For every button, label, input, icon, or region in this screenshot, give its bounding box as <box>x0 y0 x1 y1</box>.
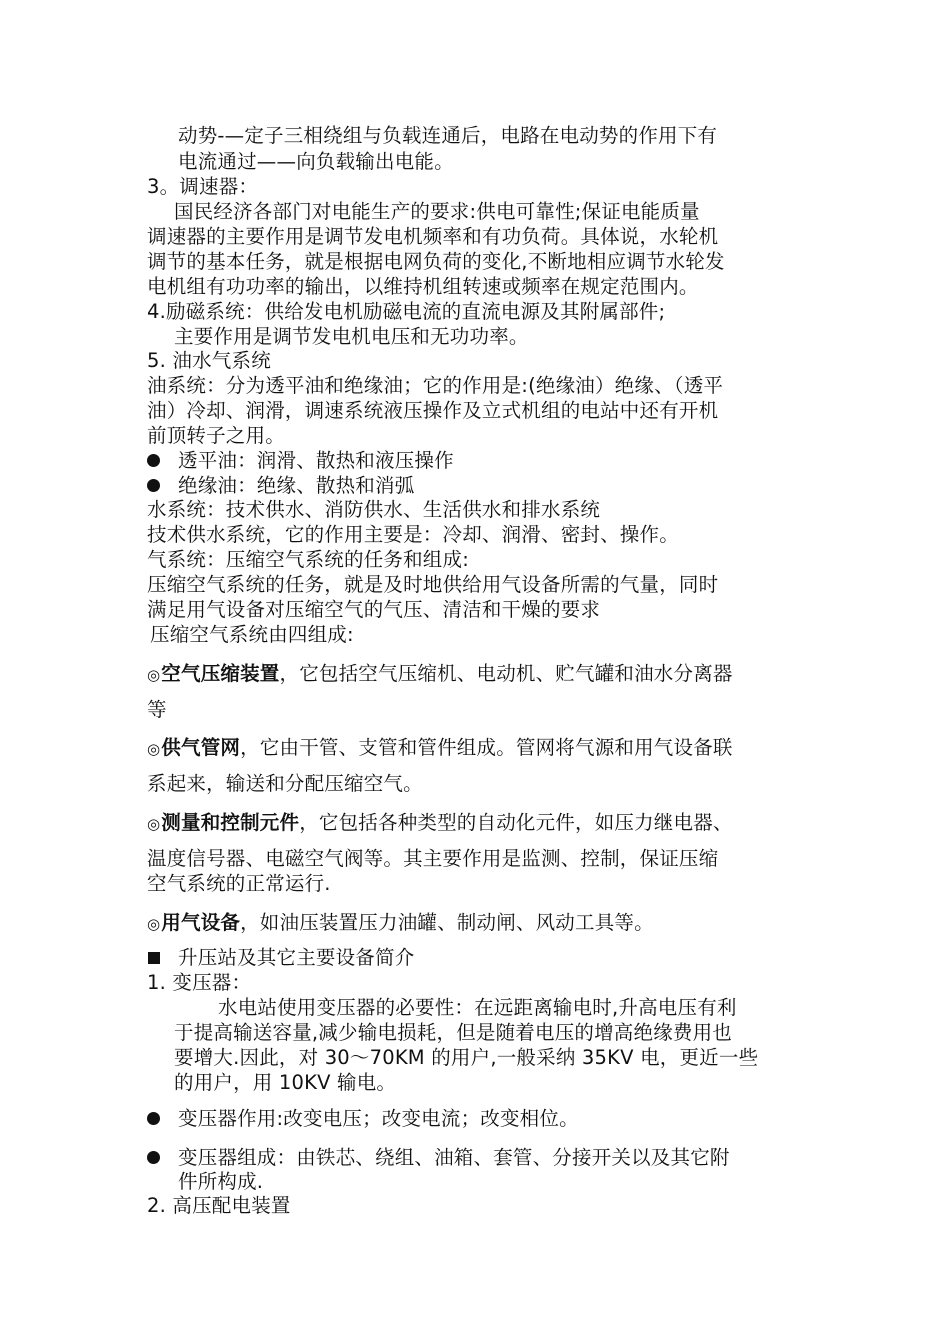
text-line: 国民经济各部门对电能生产的要求:供电可靠性;保证电能质量 <box>174 200 700 223</box>
bullet-icon <box>147 1112 160 1125</box>
text-line: 满足用气设备对压缩空气的气压、清洁和干燥的要求 <box>147 598 601 621</box>
text-line: 前顶转子之用。 <box>147 424 285 447</box>
section-heading: 2. 高压配电装置 <box>147 1194 291 1217</box>
bullet-icon <box>147 454 160 467</box>
text-line: 技术供水系统，它的作用主要是：冷却、润滑、密封、操作。 <box>147 523 679 546</box>
text-line: 调节的基本任务，就是根据电网负荷的变化,不断地相应调节水轮发 <box>147 250 725 273</box>
text-line: 温度信号器、电磁空气阀等。其主要作用是监测、控制，保证压缩 <box>147 847 719 870</box>
text-line: 等 <box>147 698 167 721</box>
list-item: 变压器组成：由铁芯、绕组、油箱、套管、分接开关以及其它附 <box>178 1146 730 1169</box>
circle-mark-icon: ◎ <box>147 815 161 833</box>
text-line: 气系统：压缩空气系统的任务和组成: <box>147 548 469 571</box>
text-line: 压缩空气系统的任务，就是及时地供给用气设备所需的气量，同时 <box>147 573 719 596</box>
square-bullet-icon <box>148 952 160 964</box>
item-title: 测量和控制元件 <box>161 811 300 834</box>
list-item <box>147 810 733 837</box>
text-line: 件所构成. <box>178 1170 264 1193</box>
item-title: 供气管网 <box>161 736 241 759</box>
list-item <box>147 661 733 688</box>
text-line: 要增大.因此，对 30～70KM 的用户,一般采纳 35KV 电，更近一些 <box>174 1046 759 1069</box>
text-line: 空气系统的正常运行. <box>147 872 331 895</box>
circle-mark-icon: ◎ <box>147 666 161 684</box>
item-text: ，它包括各种类型的自动化元件，如压力继电器、 <box>299 811 733 834</box>
text-line: 水系统：技术供水、消防供水、生活供水和排水系统 <box>147 498 601 521</box>
text-line: 主要作用是调节发电机电压和无功功率。 <box>174 325 529 348</box>
text-line: 油系统：分为透平油和绝缘油；它的作用是:(绝缘油）绝缘、（透平 <box>147 374 724 397</box>
text-line: 油）冷却、润滑，调速系统液压操作及立式机组的电站中还有开机 <box>147 399 719 422</box>
list-item <box>147 910 654 937</box>
text-line: 的用户，用 10KV 输电。 <box>174 1071 397 1094</box>
section-heading: 升压站及其它主要设备简介 <box>178 946 415 969</box>
text-line: 电机组有功功率的输出，以维持机组转速或频率在规定范围内。 <box>147 275 699 298</box>
text-line: 水电站使用变压器的必要性：在远距离输电时,升高电压有利 <box>218 996 737 1019</box>
text-line: 动势-—定子三相绕组与负载连通后，电路在电动势的作用下有 <box>178 124 718 147</box>
text-line: 电流通过——向负载输出电能。 <box>178 150 454 173</box>
circle-mark-icon: ◎ <box>147 915 161 933</box>
bullet-icon <box>147 479 160 492</box>
section-heading: 1. 变压器： <box>147 971 252 994</box>
text-line: 系起来，输送和分配压缩空气。 <box>147 772 423 795</box>
item-text: ，它包括空气压缩机、电动机、贮气罐和油水分离器 <box>279 662 733 685</box>
item-title: 用气设备 <box>161 911 241 934</box>
item-text: ，如油压装置压力油罐、制动闸、风动工具等。 <box>240 911 654 934</box>
bullet-icon <box>147 1151 160 1164</box>
text-line: 于提高输送容量,减少输电损耗，但是随着电压的增高绝缘费用也 <box>174 1021 732 1044</box>
item-text: ，它由干管、支管和管件组成。管网将气源和用气设备联 <box>240 736 733 759</box>
section-heading: 3。调速器： <box>147 175 259 198</box>
text-line: 压缩空气系统由四组成: <box>150 623 354 646</box>
text-line: 调速器的主要作用是调节发电机频率和有功负荷。具体说，水轮机 <box>147 225 719 248</box>
section-heading: 5. 油水气系统 <box>147 349 271 372</box>
item-title: 空气压缩装置 <box>161 662 280 685</box>
section-heading: 4.励磁系统：供给发电机励磁电流的直流电源及其附属部件; <box>147 300 666 323</box>
list-item: 绝缘油：绝缘、散热和消弧 <box>178 474 415 497</box>
list-item <box>147 735 733 762</box>
circle-mark-icon: ◎ <box>147 740 161 758</box>
list-item: 透平油：润滑、散热和液压操作 <box>178 449 454 472</box>
list-item: 变压器作用:改变电压；改变电流；改变相位。 <box>178 1107 579 1130</box>
